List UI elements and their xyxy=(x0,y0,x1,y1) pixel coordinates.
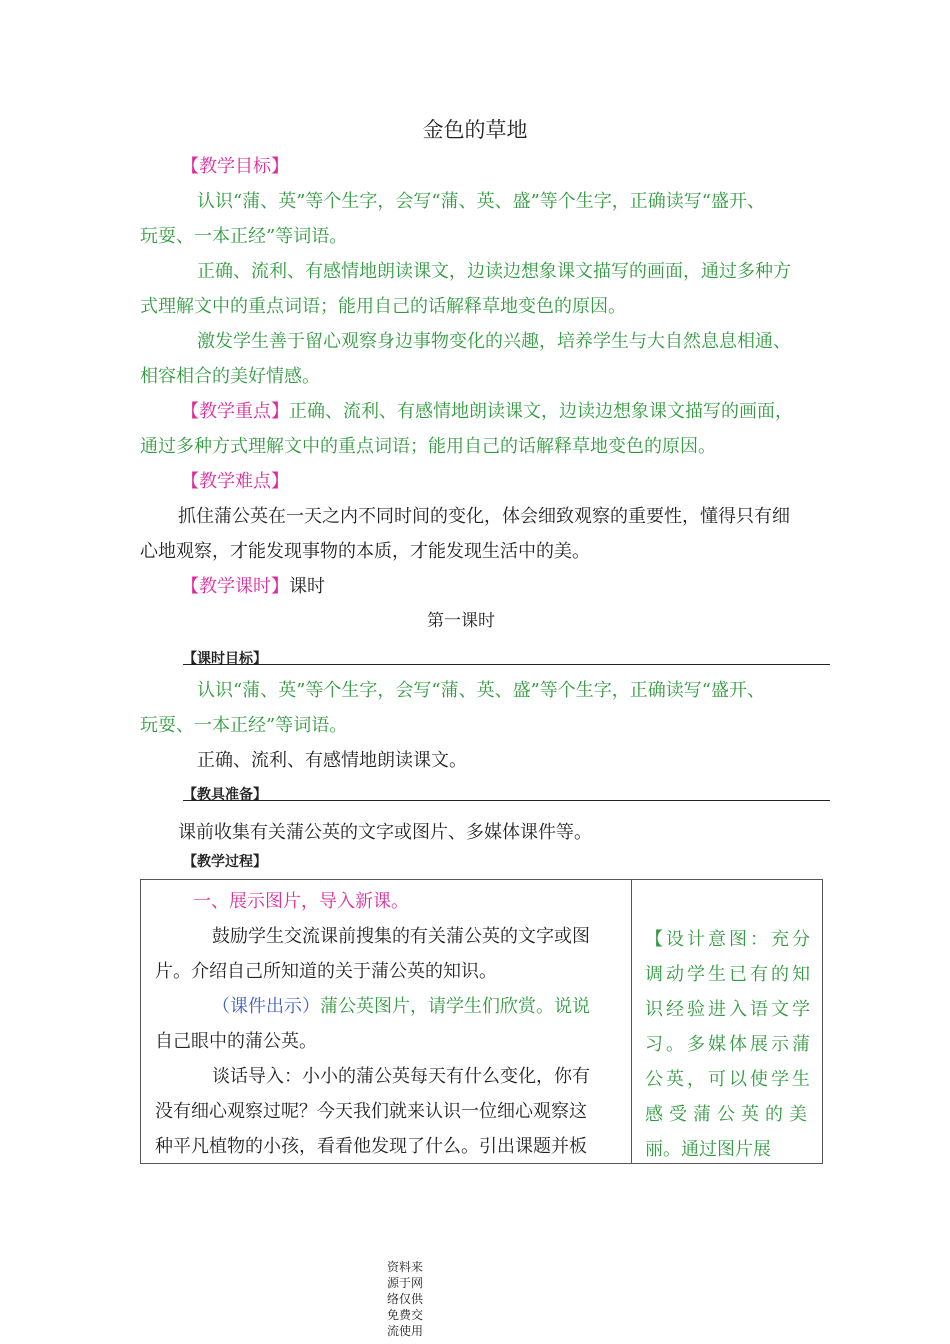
footer-note-3: 络仅供 xyxy=(387,1292,424,1306)
lesson-title: 第一课时 xyxy=(427,611,495,631)
goal-1-line-1: 认识“蒲、英”等个生字，会写“蒲、英、盛”等个生字，正确读写“盛开、 xyxy=(197,191,766,212)
lesson-goal-1-line-2: 玩耍、一本正经”等词语。 xyxy=(140,715,348,736)
focus-heading: 【教学重点】 xyxy=(181,401,289,422)
goal-3-line-1: 激发学生善于留心观察身边事物变化的兴趣，培养学生与大自然息息相通、 xyxy=(197,331,791,352)
footer-note-2: 源于网 xyxy=(387,1276,424,1290)
design-intent-line-6: 感受蒲公英的美 xyxy=(645,1104,813,1125)
design-intent-line-2: 调动学生已有的知 xyxy=(645,964,813,985)
step-c-line-3: 种平凡植物的小孩，看看他发现了什么。引出课题并板 xyxy=(155,1136,587,1157)
step-a-line-1: 鼓励学生交流课前搜集的有关蒲公英的文字或图 xyxy=(212,926,590,947)
lesson-goal-heading: 【课时目标】 xyxy=(183,651,267,667)
goal-2-line-1: 正确、流利、有感情地朗读课文，边读边想象课文描写的画面，通过多种方 xyxy=(197,261,791,282)
goal-3-line-2: 相容相合的美好情感。 xyxy=(140,366,320,387)
footer-note-1: 资料来 xyxy=(387,1260,424,1274)
step-b-line-2: 自己眼中的蒲公英。 xyxy=(155,1031,317,1052)
step-a-line-2: 片。介绍自己所知道的关于蒲公英的知识。 xyxy=(155,961,497,982)
focus-line-1 xyxy=(181,394,793,429)
difficulty-line-2: 心地观察，才能发现事物的本质，才能发现生活中的美。 xyxy=(140,541,590,562)
step-c-line-1: 谈话导入：小小的蒲公英每天有什么变化，你有 xyxy=(212,1066,590,1087)
difficulty-heading: 【教学难点】 xyxy=(181,471,289,492)
goal-1-line-2: 玩耍、一本正经”等词语。 xyxy=(140,226,348,247)
courseware-tag: （课件出示） xyxy=(212,996,320,1017)
prep-text: 课前收集有关蒲公英的文字或图片、多媒体课件等。 xyxy=(178,822,592,843)
design-intent-line-3: 识经验进入语文学 xyxy=(645,999,813,1020)
footer-note-4: 免费交 xyxy=(387,1308,424,1322)
step-b-line-1 xyxy=(212,989,590,1024)
lesson-goal-2: 正确、流利、有感情地朗读课文。 xyxy=(197,750,467,771)
prep-divider xyxy=(183,800,830,801)
lesson-goal-1-line-1: 认识“蒲、英”等个生字，会写“蒲、英、盛”等个生字，正确读写“盛开、 xyxy=(197,680,766,701)
step-b-text: 蒲公英图片，请学生们欣赏。说说 xyxy=(320,996,590,1017)
step-c-line-2: 没有细心观察过呢？今天我们就来认识一位细心观察这 xyxy=(155,1101,587,1122)
design-intent-line-1: 【设计意图：充分 xyxy=(645,929,813,950)
goal-2-line-2: 式理解文中的重点词语；能用自己的话解释草地变色的原因。 xyxy=(140,296,626,317)
lesson-goal-divider xyxy=(183,664,830,665)
goals-heading: 【教学目标】 xyxy=(181,156,289,177)
hours-heading: 【教学课时】 xyxy=(181,576,289,597)
hours-value: 课时 xyxy=(289,576,325,597)
step-title: 一、展示图片，导入新课。 xyxy=(193,891,409,912)
difficulty-line-1: 抓住蒲公英在一天之内不同时间的变化，体会细致观察的重要性，懂得只有细 xyxy=(178,506,790,527)
focus-text-1: 正确、流利、有感情地朗读课文，边读边想象课文描写的画面， xyxy=(289,401,793,422)
prep-heading: 【教具准备】 xyxy=(183,787,267,803)
process-heading: 【教学过程】 xyxy=(183,854,267,870)
footer-note-5: 流使用 xyxy=(387,1324,424,1338)
design-intent-line-4: 习。多媒体展示蒲 xyxy=(645,1034,813,1055)
hours-line xyxy=(181,569,325,604)
design-intent-line-5: 公英，可以使学生 xyxy=(645,1069,813,1090)
focus-line-2: 通过多种方式理解文中的重点词语；能用自己的话解释草地变色的原因。 xyxy=(140,436,716,457)
document-title: 金色的草地 xyxy=(422,118,528,142)
design-intent-line-7: 丽。通过图片展 xyxy=(645,1139,771,1160)
table-column-divider xyxy=(631,879,632,1164)
